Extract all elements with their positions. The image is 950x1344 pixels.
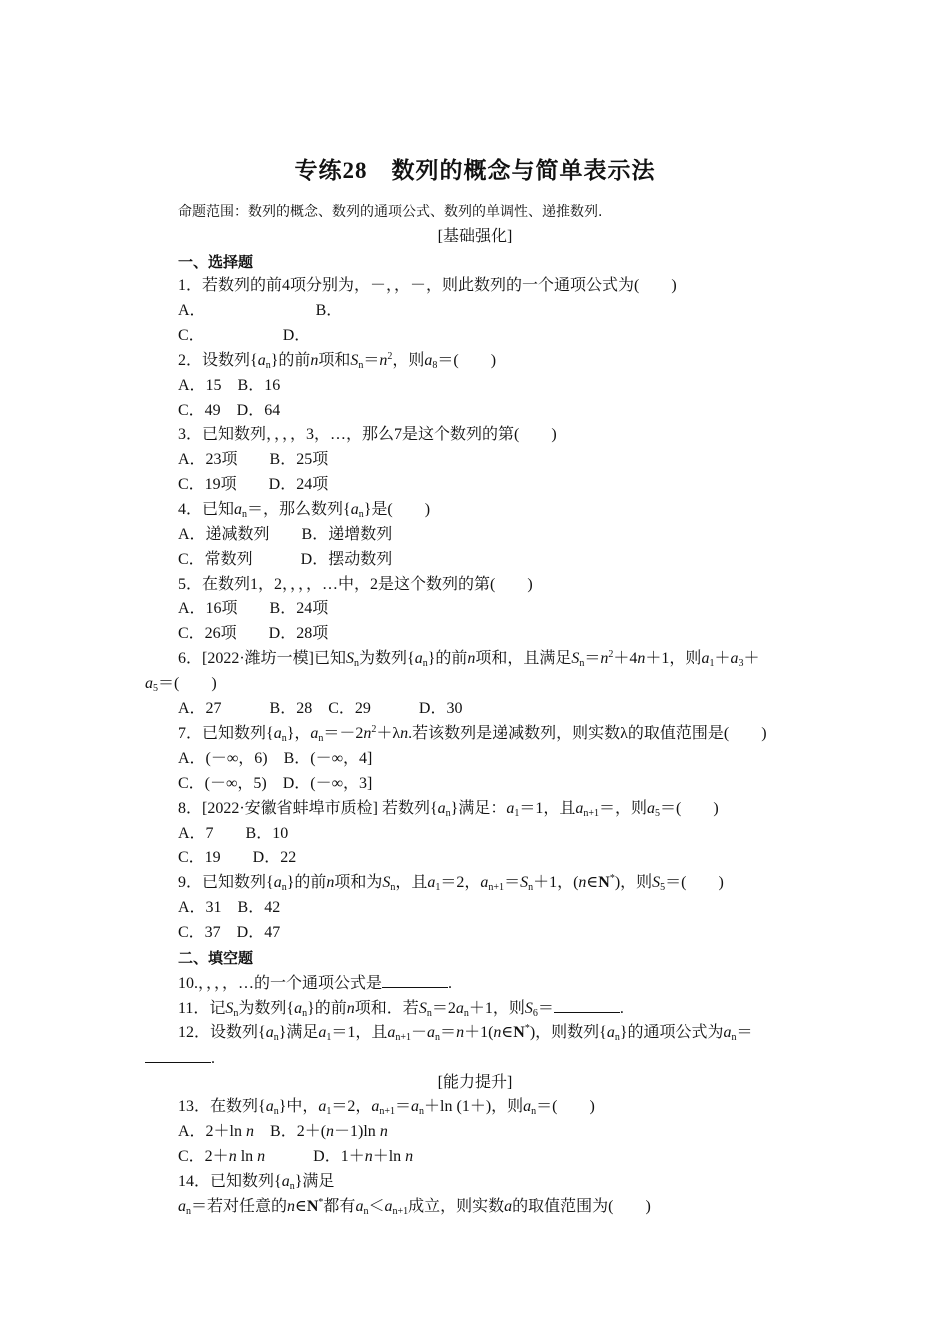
q8-options-ab: A．7 B．10	[178, 825, 289, 842]
q12-answer-blank	[145, 1048, 211, 1063]
q1-option-a: A．	[178, 302, 206, 319]
q9-options-cd: C．37 D．47	[178, 924, 281, 941]
q1-stem: 1．若数列的前4项分别为，－，，－，则此数列的一个通项公式为( )	[178, 277, 677, 294]
q8-stem: 8．[2022·安徽省蚌埠市质检] 若数列$\{a_n\}$满足：$a_1=1$，且$a_{n+1}=$，则$a_5=$( )	[178, 800, 719, 819]
q9-options-ab: A．31 B．42	[178, 899, 281, 916]
scope-text: 数列的概念、数列的通项公式、数列的单调性、递推数列.	[248, 204, 603, 220]
q5-options-ab: A．16项 B．24项	[178, 600, 329, 617]
q11-answer-blank	[554, 998, 620, 1013]
scope-line	[178, 202, 602, 222]
q4-options-cd: C．常数列 D．摆动数列	[178, 551, 393, 568]
q13-stem: 13．在数列$\{a_n\}$中，$a_1=2$，$a_{n+1}=a_n+\ln$ (1＋)，则$a_n=$( )	[178, 1098, 595, 1117]
q9-stem: 9．已知数列$\{a_n\}$的前n项和为$S_n$，且$a_1=2$，$a_{n+1}=S_n+1$，(n∈N*)，则$S_5=$( )	[178, 873, 724, 893]
q7-options-ab: A．(－∞，6) B．(－∞，4]	[178, 750, 373, 767]
q4-options-ab: A．递减数列 B．递增数列	[178, 526, 393, 543]
q12-stem-cont: .	[145, 1048, 215, 1069]
q10-answer-blank	[382, 973, 448, 988]
q11-stem: 11．记$S_n$为数列$\{a_n\}$的前n项和．若$S_n=2a_n+1$，则$S_6=$ .	[178, 1000, 624, 1019]
q7-stem: 7．已知数列$\{a_n\}$，$a_n=-2n^2+\lambda n$.若该数列是递减数列，则实数λ的取值范围是( )	[178, 724, 767, 744]
heading-choice: 一、选择题	[178, 253, 254, 271]
q14-stem: 14．已知数列$\{a_n\}$满足	[178, 1173, 335, 1192]
section-ability: [能力提升]	[437, 1074, 513, 1091]
q13-options-cd: C．2＋n ln n D．1＋n＋ln n	[178, 1148, 414, 1165]
heading-fill: 二、填空题	[178, 949, 254, 967]
q1-option-c: C．	[178, 327, 205, 344]
q1-option-d: D．	[282, 327, 311, 344]
q6-stem-cont: $a_5=$( )	[145, 675, 217, 694]
q3-options-cd: C．19项 D．24项	[178, 476, 329, 493]
q12-stem: 12．设数列$\{a_n\}$满足$a_1=1$，且$a_{n+1}-a_n=n+1(n\in N^*)$，则数列$\{a_n\}$的通项公式为$a_n=$	[178, 1023, 753, 1043]
q1-options-ab	[178, 301, 342, 321]
scope-label: 命题范围：	[178, 204, 248, 220]
q1-options-cd	[178, 326, 310, 346]
q2-options-ab: A．15 B．16	[178, 377, 281, 394]
q2-stem: 2．设数列$\{a_n\}$的前n项和$S_n=n^2$，则$a_8=$( )	[178, 351, 497, 371]
q4-stem: 4．已知$a_n=$，那么数列$\{a_n\}$是( )	[178, 501, 431, 520]
section-basic: [基础强化]	[437, 228, 513, 245]
q5-stem: 5．在数列1，2，，，，…中，2是这个数列的第( )	[178, 576, 533, 593]
q5-options-cd: C．26项 D．28项	[178, 625, 329, 642]
q10-stem: 10.，，，，…的一个通项公式是 .	[178, 975, 453, 992]
q7-options-cd: C．(－∞，5) D．(－∞，3]	[178, 775, 373, 792]
q3-options-ab: A．23项 B．25项	[178, 451, 329, 468]
q13-options-ab: A．2＋ln n B．2＋(n－1)ln n	[178, 1123, 388, 1140]
q1-option-b: B．	[315, 302, 343, 319]
q2-options-cd: C．49 D．64	[178, 402, 281, 419]
q6-stem: 6．[2022·潍坊一模]已知$S_n$为数列$\{a_n\}$的前n项和，且满足$S_n=n^2+4n+1$，则$a_1+a_3+$	[178, 649, 760, 669]
q8-options-cd: C．19 D．22	[178, 849, 297, 866]
q3-stem: 3．已知数列，，，，3，…，那么7是这个数列的第( )	[178, 426, 557, 443]
q6-options: A．27 B．28 C．29 D．30	[178, 700, 463, 717]
page-title: 专练28 数列的概念与简单表示法	[294, 158, 656, 183]
q14-stem-cont: $a_n=$若对任意的n∈N*都有$a_n<a_{n+1}$成立，则实数a的取值范围为( )	[178, 1197, 651, 1217]
